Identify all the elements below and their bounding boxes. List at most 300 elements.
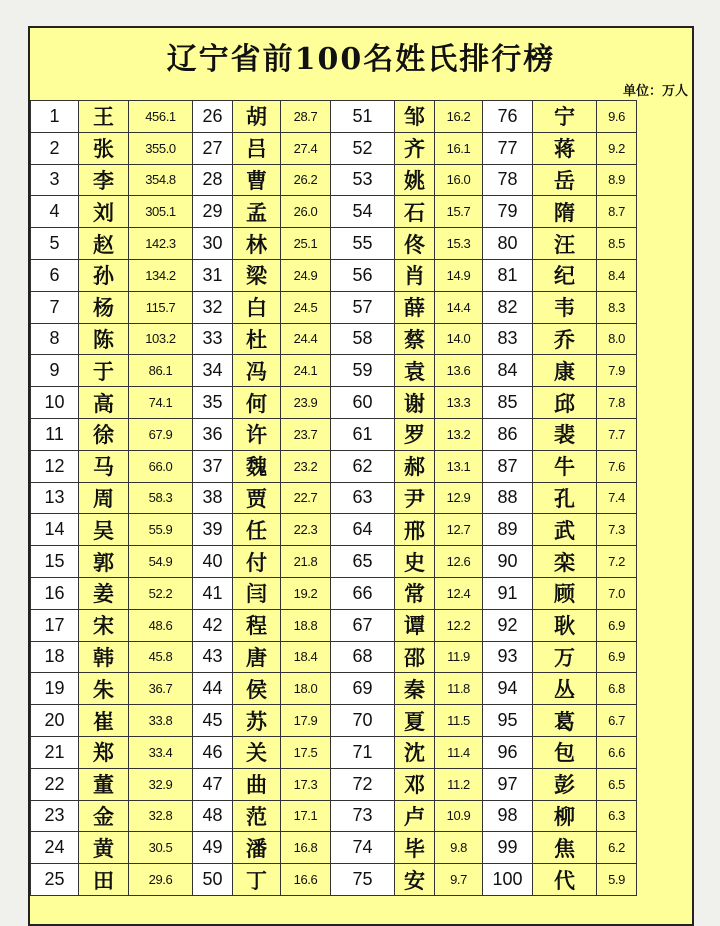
table-row	[31, 196, 720, 228]
population-cell: 11.8	[435, 673, 483, 705]
rank-cell: 91	[483, 577, 533, 609]
population-cell: 58.3	[129, 482, 193, 514]
rank-cell: 53	[331, 164, 395, 196]
surname-cell: 韩	[79, 641, 129, 673]
surname-cell: 任	[233, 514, 281, 546]
population-cell: 36.7	[129, 673, 193, 705]
table-row	[31, 355, 720, 387]
surname-cell: 许	[233, 418, 281, 450]
table-row	[31, 132, 720, 164]
rank-cell: 75	[331, 864, 395, 896]
page-title: 辽宁省前100名姓氏排行榜	[30, 28, 692, 96]
rank-cell: 34	[193, 355, 233, 387]
surname-cell: 岳	[533, 164, 597, 196]
rank-cell: 71	[331, 736, 395, 768]
rank-cell: 35	[193, 387, 233, 419]
rank-cell: 81	[483, 259, 533, 291]
rank-cell: 55	[331, 228, 395, 260]
population-cell: 32.8	[129, 800, 193, 832]
population-cell: 6.2	[597, 832, 637, 864]
population-cell: 55.9	[129, 514, 193, 546]
rank-cell: 97	[483, 768, 533, 800]
population-cell: 32.9	[129, 768, 193, 800]
table-row	[31, 101, 720, 133]
population-cell: 354.8	[129, 164, 193, 196]
surname-cell: 邵	[395, 641, 435, 673]
population-cell: 8.4	[597, 259, 637, 291]
population-cell: 33.8	[129, 705, 193, 737]
rank-cell: 96	[483, 736, 533, 768]
surname-cell: 赵	[79, 228, 129, 260]
table-row	[31, 323, 720, 355]
population-cell: 134.2	[129, 259, 193, 291]
surname-cell: 马	[79, 450, 129, 482]
population-cell: 305.1	[129, 196, 193, 228]
table-row	[31, 705, 720, 737]
surname-cell: 石	[395, 196, 435, 228]
surname-cell: 万	[533, 641, 597, 673]
rank-cell: 68	[331, 641, 395, 673]
rank-cell: 39	[193, 514, 233, 546]
population-cell: 18.8	[281, 609, 331, 641]
table-row	[31, 291, 720, 323]
surname-cell: 朱	[79, 673, 129, 705]
surname-cell: 黄	[79, 832, 129, 864]
rank-cell: 52	[331, 132, 395, 164]
rank-cell: 93	[483, 641, 533, 673]
surname-cell: 王	[79, 101, 129, 133]
surname-cell: 史	[395, 546, 435, 578]
population-cell: 54.9	[129, 546, 193, 578]
rank-cell: 49	[193, 832, 233, 864]
unit-note: 单位：万人	[623, 84, 688, 100]
rank-cell: 32	[193, 291, 233, 323]
surname-cell: 安	[395, 864, 435, 896]
surname-cell: 康	[533, 355, 597, 387]
population-cell: 52.2	[129, 577, 193, 609]
population-cell: 29.6	[129, 864, 193, 896]
population-cell: 103.2	[129, 323, 193, 355]
table-row	[31, 387, 720, 419]
rank-cell: 19	[31, 673, 79, 705]
rank-cell: 82	[483, 291, 533, 323]
surname-cell: 梁	[233, 259, 281, 291]
population-cell: 66.0	[129, 450, 193, 482]
rank-cell: 29	[193, 196, 233, 228]
population-cell: 33.4	[129, 736, 193, 768]
population-cell: 16.1	[435, 132, 483, 164]
rank-cell: 64	[331, 514, 395, 546]
surname-cell: 纪	[533, 259, 597, 291]
surname-cell: 栾	[533, 546, 597, 578]
population-cell: 6.5	[597, 768, 637, 800]
population-cell: 74.1	[129, 387, 193, 419]
table-row	[31, 482, 720, 514]
population-cell: 21.8	[281, 546, 331, 578]
rank-cell: 11	[31, 418, 79, 450]
population-cell: 16.2	[435, 101, 483, 133]
surname-ranking-table	[30, 100, 720, 896]
population-cell: 6.9	[597, 641, 637, 673]
table-row	[31, 418, 720, 450]
rank-cell: 59	[331, 355, 395, 387]
population-cell: 17.1	[281, 800, 331, 832]
surname-cell: 杨	[79, 291, 129, 323]
rank-cell: 70	[331, 705, 395, 737]
rank-cell: 58	[331, 323, 395, 355]
population-cell: 9.8	[435, 832, 483, 864]
surname-cell: 唐	[233, 641, 281, 673]
rank-cell: 61	[331, 418, 395, 450]
rank-cell: 1	[31, 101, 79, 133]
rank-cell: 67	[331, 609, 395, 641]
population-cell: 8.9	[597, 164, 637, 196]
rank-cell: 66	[331, 577, 395, 609]
population-cell: 7.4	[597, 482, 637, 514]
rank-cell: 44	[193, 673, 233, 705]
rank-cell: 47	[193, 768, 233, 800]
surname-cell: 胡	[233, 101, 281, 133]
surname-cell: 于	[79, 355, 129, 387]
rank-cell: 69	[331, 673, 395, 705]
rank-cell: 54	[331, 196, 395, 228]
population-cell: 22.3	[281, 514, 331, 546]
population-cell: 16.6	[281, 864, 331, 896]
surname-cell: 耿	[533, 609, 597, 641]
population-cell: 7.6	[597, 450, 637, 482]
population-cell: 8.5	[597, 228, 637, 260]
surname-cell: 徐	[79, 418, 129, 450]
rank-cell: 90	[483, 546, 533, 578]
population-cell: 456.1	[129, 101, 193, 133]
surname-cell: 谭	[395, 609, 435, 641]
population-cell: 30.5	[129, 832, 193, 864]
population-cell: 142.3	[129, 228, 193, 260]
table-row	[31, 736, 720, 768]
population-cell: 7.2	[597, 546, 637, 578]
surname-cell: 付	[233, 546, 281, 578]
population-cell: 7.0	[597, 577, 637, 609]
table-row	[31, 259, 720, 291]
population-cell: 28.7	[281, 101, 331, 133]
population-cell: 26.2	[281, 164, 331, 196]
surname-cell: 肖	[395, 259, 435, 291]
table-row	[31, 546, 720, 578]
population-cell: 8.7	[597, 196, 637, 228]
surname-cell: 宁	[533, 101, 597, 133]
rank-cell: 7	[31, 291, 79, 323]
population-cell: 115.7	[129, 291, 193, 323]
population-cell: 7.3	[597, 514, 637, 546]
population-cell: 12.6	[435, 546, 483, 578]
surname-cell: 崔	[79, 705, 129, 737]
surname-cell: 代	[533, 864, 597, 896]
rank-cell: 6	[31, 259, 79, 291]
surname-cell: 孔	[533, 482, 597, 514]
table-row	[31, 164, 720, 196]
rank-cell: 51	[331, 101, 395, 133]
rank-cell: 13	[31, 482, 79, 514]
surname-cell: 沈	[395, 736, 435, 768]
population-cell: 14.4	[435, 291, 483, 323]
surname-cell: 乔	[533, 323, 597, 355]
surname-cell: 贾	[233, 482, 281, 514]
rank-cell: 63	[331, 482, 395, 514]
surname-cell: 蔡	[395, 323, 435, 355]
population-cell: 10.9	[435, 800, 483, 832]
surname-cell: 夏	[395, 705, 435, 737]
population-cell: 23.7	[281, 418, 331, 450]
population-cell: 15.3	[435, 228, 483, 260]
rank-cell: 76	[483, 101, 533, 133]
rank-cell: 17	[31, 609, 79, 641]
table-row	[31, 609, 720, 641]
ranking-sheet	[28, 26, 694, 926]
population-cell: 9.2	[597, 132, 637, 164]
rank-cell: 20	[31, 705, 79, 737]
population-cell: 26.0	[281, 196, 331, 228]
population-cell: 7.8	[597, 387, 637, 419]
table-row	[31, 228, 720, 260]
table-row	[31, 800, 720, 832]
surname-cell: 冯	[233, 355, 281, 387]
population-cell: 13.6	[435, 355, 483, 387]
rank-cell: 45	[193, 705, 233, 737]
rank-cell: 24	[31, 832, 79, 864]
surname-cell: 孟	[233, 196, 281, 228]
surname-cell: 何	[233, 387, 281, 419]
surname-cell: 武	[533, 514, 597, 546]
population-cell: 6.8	[597, 673, 637, 705]
rank-cell: 85	[483, 387, 533, 419]
rank-cell: 78	[483, 164, 533, 196]
surname-cell: 张	[79, 132, 129, 164]
rank-cell: 98	[483, 800, 533, 832]
rank-cell: 18	[31, 641, 79, 673]
rank-cell: 4	[31, 196, 79, 228]
population-cell: 6.6	[597, 736, 637, 768]
population-cell: 11.4	[435, 736, 483, 768]
rank-cell: 88	[483, 482, 533, 514]
rank-cell: 73	[331, 800, 395, 832]
surname-cell: 吕	[233, 132, 281, 164]
surname-cell: 刘	[79, 196, 129, 228]
table-row	[31, 450, 720, 482]
rank-cell: 86	[483, 418, 533, 450]
rank-cell: 94	[483, 673, 533, 705]
surname-cell: 常	[395, 577, 435, 609]
surname-cell: 牛	[533, 450, 597, 482]
surname-cell: 尹	[395, 482, 435, 514]
rank-cell: 60	[331, 387, 395, 419]
rank-cell: 79	[483, 196, 533, 228]
rank-cell: 10	[31, 387, 79, 419]
surname-cell: 关	[233, 736, 281, 768]
surname-cell: 姜	[79, 577, 129, 609]
surname-cell: 邱	[533, 387, 597, 419]
rank-cell: 38	[193, 482, 233, 514]
rank-cell: 28	[193, 164, 233, 196]
rank-cell: 8	[31, 323, 79, 355]
population-cell: 13.3	[435, 387, 483, 419]
rank-cell: 74	[331, 832, 395, 864]
population-cell: 11.9	[435, 641, 483, 673]
rank-cell: 99	[483, 832, 533, 864]
rank-cell: 92	[483, 609, 533, 641]
surname-cell: 薛	[395, 291, 435, 323]
rank-cell: 33	[193, 323, 233, 355]
population-cell: 24.5	[281, 291, 331, 323]
surname-cell: 姚	[395, 164, 435, 196]
rank-cell: 83	[483, 323, 533, 355]
surname-cell: 陈	[79, 323, 129, 355]
population-cell: 67.9	[129, 418, 193, 450]
rank-cell: 31	[193, 259, 233, 291]
rank-cell: 12	[31, 450, 79, 482]
table-row	[31, 577, 720, 609]
population-cell: 11.5	[435, 705, 483, 737]
surname-cell: 闫	[233, 577, 281, 609]
surname-cell: 高	[79, 387, 129, 419]
population-cell: 48.6	[129, 609, 193, 641]
population-cell: 22.7	[281, 482, 331, 514]
rank-cell: 72	[331, 768, 395, 800]
surname-cell: 谢	[395, 387, 435, 419]
population-cell: 8.3	[597, 291, 637, 323]
surname-cell: 罗	[395, 418, 435, 450]
surname-cell: 秦	[395, 673, 435, 705]
surname-cell: 宋	[79, 609, 129, 641]
population-cell: 24.4	[281, 323, 331, 355]
rank-cell: 3	[31, 164, 79, 196]
table-row	[31, 768, 720, 800]
surname-cell: 蒋	[533, 132, 597, 164]
population-cell: 16.0	[435, 164, 483, 196]
surname-cell: 范	[233, 800, 281, 832]
surname-cell: 柳	[533, 800, 597, 832]
population-cell: 12.2	[435, 609, 483, 641]
rank-cell: 40	[193, 546, 233, 578]
rank-cell: 56	[331, 259, 395, 291]
rank-cell: 21	[31, 736, 79, 768]
surname-cell: 裴	[533, 418, 597, 450]
surname-cell: 顾	[533, 577, 597, 609]
population-cell: 24.1	[281, 355, 331, 387]
surname-cell: 袁	[395, 355, 435, 387]
population-cell: 5.9	[597, 864, 637, 896]
population-cell: 6.3	[597, 800, 637, 832]
rank-cell: 57	[331, 291, 395, 323]
population-cell: 7.9	[597, 355, 637, 387]
population-cell: 17.5	[281, 736, 331, 768]
population-cell: 8.0	[597, 323, 637, 355]
population-cell: 12.9	[435, 482, 483, 514]
table-row	[31, 832, 720, 864]
rank-cell: 14	[31, 514, 79, 546]
rank-cell: 95	[483, 705, 533, 737]
surname-cell: 林	[233, 228, 281, 260]
rank-cell: 43	[193, 641, 233, 673]
population-cell: 16.8	[281, 832, 331, 864]
rank-cell: 80	[483, 228, 533, 260]
population-cell: 6.9	[597, 609, 637, 641]
population-cell: 15.7	[435, 196, 483, 228]
surname-cell: 郑	[79, 736, 129, 768]
rank-cell: 46	[193, 736, 233, 768]
population-cell: 13.1	[435, 450, 483, 482]
surname-cell: 潘	[233, 832, 281, 864]
population-cell: 24.9	[281, 259, 331, 291]
rank-cell: 41	[193, 577, 233, 609]
surname-cell: 程	[233, 609, 281, 641]
surname-cell: 郝	[395, 450, 435, 482]
population-cell: 13.2	[435, 418, 483, 450]
rank-cell: 9	[31, 355, 79, 387]
surname-cell: 丛	[533, 673, 597, 705]
surname-cell: 杜	[233, 323, 281, 355]
rank-cell: 25	[31, 864, 79, 896]
rank-cell: 5	[31, 228, 79, 260]
population-cell: 17.9	[281, 705, 331, 737]
surname-cell: 韦	[533, 291, 597, 323]
population-cell: 27.4	[281, 132, 331, 164]
surname-cell: 金	[79, 800, 129, 832]
population-cell: 9.7	[435, 864, 483, 896]
surname-cell: 毕	[395, 832, 435, 864]
surname-cell: 齐	[395, 132, 435, 164]
surname-cell: 邢	[395, 514, 435, 546]
table-row	[31, 514, 720, 546]
surname-cell: 汪	[533, 228, 597, 260]
surname-cell: 田	[79, 864, 129, 896]
population-cell: 86.1	[129, 355, 193, 387]
surname-cell: 郭	[79, 546, 129, 578]
population-cell: 23.2	[281, 450, 331, 482]
table-row	[31, 864, 720, 896]
rank-cell: 16	[31, 577, 79, 609]
rank-cell: 87	[483, 450, 533, 482]
surname-cell: 董	[79, 768, 129, 800]
surname-cell: 曲	[233, 768, 281, 800]
surname-cell: 隋	[533, 196, 597, 228]
surname-cell: 孙	[79, 259, 129, 291]
rank-cell: 48	[193, 800, 233, 832]
table-row	[31, 641, 720, 673]
surname-cell: 曹	[233, 164, 281, 196]
population-cell: 14.0	[435, 323, 483, 355]
population-cell: 23.9	[281, 387, 331, 419]
rank-cell: 77	[483, 132, 533, 164]
population-cell: 6.7	[597, 705, 637, 737]
population-cell: 355.0	[129, 132, 193, 164]
surname-cell: 侯	[233, 673, 281, 705]
rank-cell: 89	[483, 514, 533, 546]
rank-cell: 15	[31, 546, 79, 578]
rank-cell: 2	[31, 132, 79, 164]
surname-cell: 焦	[533, 832, 597, 864]
table-row	[31, 673, 720, 705]
population-cell: 17.3	[281, 768, 331, 800]
rank-cell: 37	[193, 450, 233, 482]
rank-cell: 100	[483, 864, 533, 896]
surname-cell: 吴	[79, 514, 129, 546]
rank-cell: 30	[193, 228, 233, 260]
population-cell: 19.2	[281, 577, 331, 609]
rank-cell: 65	[331, 546, 395, 578]
population-cell: 11.2	[435, 768, 483, 800]
surname-cell: 佟	[395, 228, 435, 260]
surname-cell: 周	[79, 482, 129, 514]
